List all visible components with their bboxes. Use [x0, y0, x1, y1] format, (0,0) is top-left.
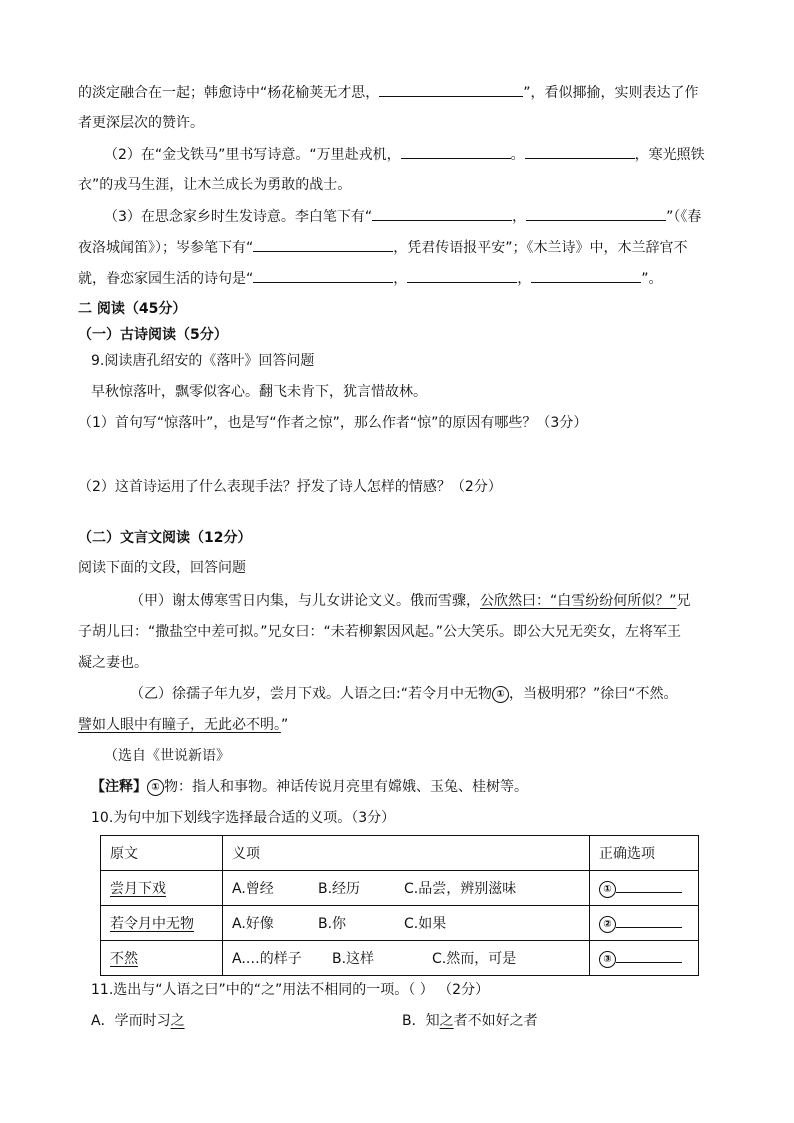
text: 衣”的戎马生涯，让木兰成长为勇敢的战士。: [78, 177, 352, 193]
text: ”。: [641, 271, 663, 287]
question-9-2: （2）这首诗运用了什么表现手法？抒发了诗人怎样的情感？（2分）: [78, 479, 502, 495]
text: ”，看似揶揄，实则表达了作: [523, 85, 699, 101]
text: ，凭君传语报平安”；《木兰诗》中，木兰辞官不: [393, 240, 688, 256]
underlined-text: 公欣然曰：“白雪纷纷何所似？”: [480, 593, 677, 609]
answer-blank[interactable]: [253, 237, 393, 252]
text-line: [78, 237, 688, 258]
text: 物：指人和事物。神话传说月亮里有嫦娥、玉兔、桂树等。: [164, 779, 528, 795]
option-a: A.好像: [232, 916, 274, 932]
answer-blank[interactable]: [526, 206, 666, 221]
answer-blank[interactable]: [407, 268, 517, 283]
text: ，: [517, 271, 532, 287]
text: 就，眷恋家园生活的诗句是“: [78, 271, 254, 287]
orig-text: 不然: [110, 951, 138, 967]
text-line: [78, 268, 663, 289]
passage-jia-line: 凝之妻也。: [78, 655, 148, 671]
answer-blank[interactable]: [379, 82, 523, 97]
orig-cell: [101, 871, 223, 906]
question-10: 10.为句中加下划线字选择最合适的义项。（3分）: [91, 810, 396, 826]
section-title: 二 阅读（45分）: [78, 301, 187, 317]
question-9: 9.阅读唐孔绍安的《落叶》回答问题: [91, 353, 315, 369]
answer-blank[interactable]: [616, 913, 682, 928]
option-c: C.然而，可是: [432, 951, 517, 967]
text: B．知: [402, 1013, 440, 1029]
question-9-1: （1）首句写“惊落叶”，也是写“作者之惊”，那么作者“惊”的原因有哪些？（3分）: [78, 415, 588, 431]
text-line: [104, 144, 705, 165]
text: ，: [393, 271, 408, 287]
text: 的淡定融合在一起；韩愈诗中“杨花榆荚无才思，: [78, 85, 380, 101]
option-a: A.曾经: [232, 881, 274, 897]
passage-jia: [130, 591, 691, 611]
answer-blank[interactable]: [531, 268, 641, 283]
orig-text: 尝月下戏: [110, 881, 166, 897]
table-row: [101, 871, 699, 906]
option-b: B.经历: [318, 881, 361, 897]
underlined-text: 譬如人眼中有瞳子，无此必不明。: [78, 717, 281, 733]
question-11: 11.选出与“人语之曰”中的“之”用法不相同的一项。（ ） （2分）: [91, 982, 490, 998]
answer-cell[interactable]: [590, 871, 699, 906]
text-line: [104, 206, 701, 227]
text: ，寒光照铁: [634, 147, 705, 163]
question-11-option-a: [91, 1011, 185, 1031]
answer-cell[interactable]: [590, 906, 699, 941]
options-table: [100, 835, 699, 976]
source-line: （选自《世说新语》: [104, 748, 230, 764]
header-cell: 正确选项: [590, 836, 699, 871]
underlined-text: 之: [439, 1013, 454, 1029]
orig-cell: [101, 941, 223, 976]
text: 。: [510, 147, 525, 163]
answer-blank[interactable]: [616, 948, 682, 963]
meaning-cell: [223, 871, 590, 906]
note-tag: 【注释】: [91, 779, 147, 795]
passage-jia-line: 子胡儿曰：“撒盐空中差可拟。”兄女曰：“未若柳絮因风起。”公大笑乐。即公大兄无奕女，左将军王: [78, 624, 682, 640]
text: ，: [512, 209, 527, 225]
note-line: [91, 777, 528, 797]
text: ，当极明邪？”徐曰“不然。: [508, 686, 678, 702]
text-line: [78, 113, 204, 133]
answer-cell[interactable]: [590, 941, 699, 976]
poem-text: 早秋惊落叶，飘零似客心。翻飞未肯下，犹言惜故林。: [91, 384, 427, 400]
answer-blank[interactable]: [616, 878, 682, 893]
passage-yi-line: [78, 715, 288, 735]
instruction: 阅读下面的文段，回答问题: [78, 560, 246, 576]
text: A．学而时习: [91, 1013, 171, 1029]
answer-blank[interactable]: [401, 144, 511, 159]
option-a: A.…的样子: [232, 951, 302, 967]
text: （3）在思念家乡时生发诗意。李白笔下有“: [104, 209, 373, 225]
orig-cell: [101, 906, 223, 941]
answer-blank[interactable]: [253, 268, 393, 283]
text: 者更深层次的赞许。: [78, 115, 204, 131]
option-b: B.你: [318, 916, 347, 932]
header-cell: 原文: [101, 836, 223, 871]
text-line: [78, 175, 351, 195]
table-row: [101, 941, 699, 976]
meaning-cell: [223, 941, 590, 976]
text: 兄: [676, 593, 691, 609]
passage-yi: [130, 684, 677, 704]
orig-text: 若令月中无物: [110, 916, 194, 932]
text: （2）在“金戈铁马”里书写诗意。“万里赴戎机，: [104, 147, 401, 163]
option-c: C.如果: [404, 916, 447, 932]
subsection-title: （二）文言文阅读（12分）: [78, 530, 252, 546]
answer-number: ①: [599, 881, 616, 898]
answer-blank[interactable]: [525, 144, 635, 159]
option-b: B.这样: [332, 951, 375, 967]
meaning-cell: [223, 906, 590, 941]
subsection-title: （一）古诗阅读（5分）: [78, 327, 228, 343]
text: 者不如好之者: [453, 1013, 538, 1029]
underlined-text: 之: [170, 1013, 185, 1029]
header-cell: 义项: [223, 836, 590, 871]
question-11-option-b: [402, 1011, 538, 1031]
text: 夜洛城闻笛》）；岑参笔下有“: [78, 240, 254, 256]
text: （甲）谢太傅寒雪日内集，与儿女讲论文义。俄而雪骤，: [130, 593, 480, 609]
text: （乙）徐孺子年九岁，尝月下戏。人语之曰:“若令月中无物: [130, 686, 492, 702]
note-marker: ①: [147, 779, 164, 796]
note-marker: ①: [492, 686, 509, 703]
answer-number: ③: [599, 951, 616, 968]
option-c: C.品尝，辨别滋味: [404, 881, 517, 897]
answer-number: ②: [599, 916, 616, 933]
text: ”: [281, 717, 289, 733]
table-header-row: [101, 836, 699, 871]
table-row: [101, 906, 699, 941]
text: ”（《春: [666, 209, 702, 225]
text-line: [78, 82, 699, 103]
answer-blank[interactable]: [372, 206, 512, 221]
